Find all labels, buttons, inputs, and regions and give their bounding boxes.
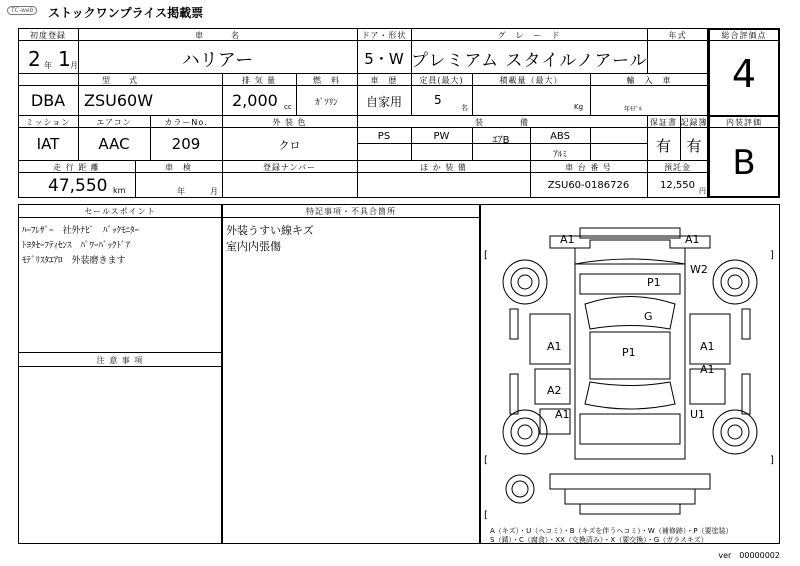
inspection-year: 年 — [177, 187, 185, 196]
car-name: ハリアー — [181, 50, 254, 71]
damage-code: A2 — [547, 384, 562, 397]
mission-value: IAT — [36, 135, 60, 153]
door-shape: 5・W — [364, 50, 404, 68]
door-shape-label: ドア・形状 — [361, 31, 407, 40]
aircon-value: AAC — [98, 135, 130, 153]
damage-code: A1 — [555, 408, 570, 421]
special-note-line: 外装うすい線キズ — [226, 224, 314, 237]
inspection-label: 車 検 — [165, 163, 192, 172]
damage-code: A1 — [685, 233, 700, 246]
record-value: 有 — [686, 137, 702, 155]
equipment-item: PS — [377, 131, 391, 142]
special-note-line: 室内内張傷 — [226, 240, 281, 253]
capacity-value: 5 — [434, 93, 442, 107]
displacement-label: 排 気 量 — [241, 76, 277, 85]
equipment-item: PW — [433, 131, 450, 142]
plate-label: 登録ナンバー — [262, 163, 317, 172]
damage-code: A1 — [547, 340, 562, 353]
color-no-value: 209 — [171, 135, 201, 153]
bracket-left-bottom: [ — [484, 455, 488, 466]
first-reg-month-unit: 月 — [70, 61, 78, 70]
history-label: 車 歴 — [370, 76, 398, 85]
damage-code: U1 — [690, 408, 706, 421]
car-diagram — [480, 204, 780, 544]
mileage-unit: km — [113, 186, 126, 195]
exterior-label: 外 装 色 — [272, 118, 307, 127]
special-notes-label: 特記事項・不具合箇所 — [306, 207, 396, 216]
equipment-label: 装 備 — [475, 118, 529, 127]
car-name-label: 車 名 — [195, 31, 240, 40]
equipment-item: ｴｱB — [492, 135, 510, 146]
bracket-right-bottom: ] — [770, 455, 774, 466]
capacity-unit: 名 — [461, 104, 468, 112]
version-label: ver 00000002 — [718, 551, 780, 560]
damage-code: A1 — [700, 363, 715, 376]
company-logo: TC-web — [7, 6, 37, 15]
interior-score: B — [732, 143, 756, 183]
year-model-label: 年式 — [668, 31, 687, 40]
warranty-label: 保証書 — [650, 118, 677, 127]
fuel-label: 燃 料 — [313, 76, 340, 85]
inspection-month: 月 — [210, 187, 218, 196]
overall-score-label: 総合評価点 — [721, 31, 767, 40]
max-load-label: 積載量（最大） — [499, 76, 563, 85]
displacement-value: 2,000 — [232, 91, 278, 110]
import-note: 年ﾓﾃﾞﾙ — [624, 106, 643, 113]
bracket-left-top: [ — [484, 250, 488, 261]
aircon-label: エアコン — [96, 118, 132, 127]
record-label: 記録簿 — [680, 118, 708, 127]
history-value: 自家用 — [365, 95, 402, 109]
displacement-unit: cc — [284, 103, 292, 111]
legend-line: S（錆）・C（腐食）・XX（交換済み）・X（要交換）・G（ガラスキズ） — [490, 536, 708, 544]
equipment-item: ｱﾙﾐ — [553, 150, 567, 160]
notes-label: 注 意 事 項 — [96, 356, 144, 365]
other-equipment-label: ほ か 装 備 — [420, 163, 467, 172]
grade-label: グ レ ー ド — [497, 31, 561, 40]
sales-point-line: ﾊｰﾌﾚｻﾞｰ 社外ﾅﾋﾞ ﾊﾞｯｸﾓﾆﾀｰ — [22, 226, 140, 236]
first-reg-year-unit: 年 — [44, 61, 52, 70]
equipment-item: ABS — [550, 131, 570, 142]
price-label: 預託金 — [664, 163, 691, 172]
price-unit: 円 — [699, 187, 706, 195]
chassis-number: ZSU60-0186726 — [547, 180, 630, 191]
model-code: ZSU60W — [84, 91, 154, 110]
warranty-value: 有 — [655, 137, 671, 155]
fuel-value: ｶﾞｿﾘﾝ — [315, 98, 338, 108]
first-reg-label: 初度登録 — [30, 31, 66, 40]
first-reg-year: 2 — [28, 47, 41, 71]
sales-points-label: セールスポイント — [84, 207, 156, 216]
first-reg-month: 1 — [58, 47, 71, 71]
damage-code: W2 — [690, 263, 708, 276]
damage-code: P1 — [647, 276, 661, 289]
mileage-value: 47,550 — [48, 176, 108, 196]
bracket-left-small: [ — [484, 510, 488, 521]
legend-line: A（キズ）・U（ヘコミ）・B（キズを伴うヘコミ）・W（補修跡）・P（要塗装） — [490, 527, 733, 535]
damage-code: A1 — [700, 340, 715, 353]
exterior-value: クロ — [278, 139, 301, 152]
page-title: ストックワンプライス掲載票 — [48, 6, 204, 20]
mission-label: ミッション — [25, 118, 71, 127]
capacity-label: 定員(最大) — [419, 76, 464, 85]
sales-point-line: ﾓﾃﾞﾘｽﾀｴｱﾛ 外装磨きます — [22, 256, 126, 266]
model-label: 型 式 — [102, 76, 138, 85]
model-prefix: DBA — [30, 91, 66, 110]
chassis-label: 車 台 番 号 — [565, 163, 612, 172]
mileage-label: 走 行 距 離 — [53, 163, 100, 172]
damage-code: G — [644, 310, 653, 323]
load-unit: Kg — [574, 103, 584, 111]
bracket-right-top: ] — [770, 250, 774, 261]
import-label: 輸 入 車 — [626, 76, 672, 85]
damage-code: P1 — [622, 346, 636, 359]
grade: プレミアム スタイルノアール — [411, 51, 648, 71]
price-value: 12,550 — [660, 180, 695, 191]
color-no-label: カラーNo. — [164, 118, 208, 127]
overall-score: 4 — [731, 52, 757, 96]
sales-point-line: ﾄﾖﾀｾｰﾌﾃｨｾﾝｽ ﾊﾟﾜｰﾊﾞｯｸﾄﾞｱ — [22, 241, 131, 251]
interior-score-label: 内装評価 — [726, 118, 762, 127]
damage-code: A1 — [560, 233, 575, 246]
special-notes-panel — [222, 204, 480, 544]
